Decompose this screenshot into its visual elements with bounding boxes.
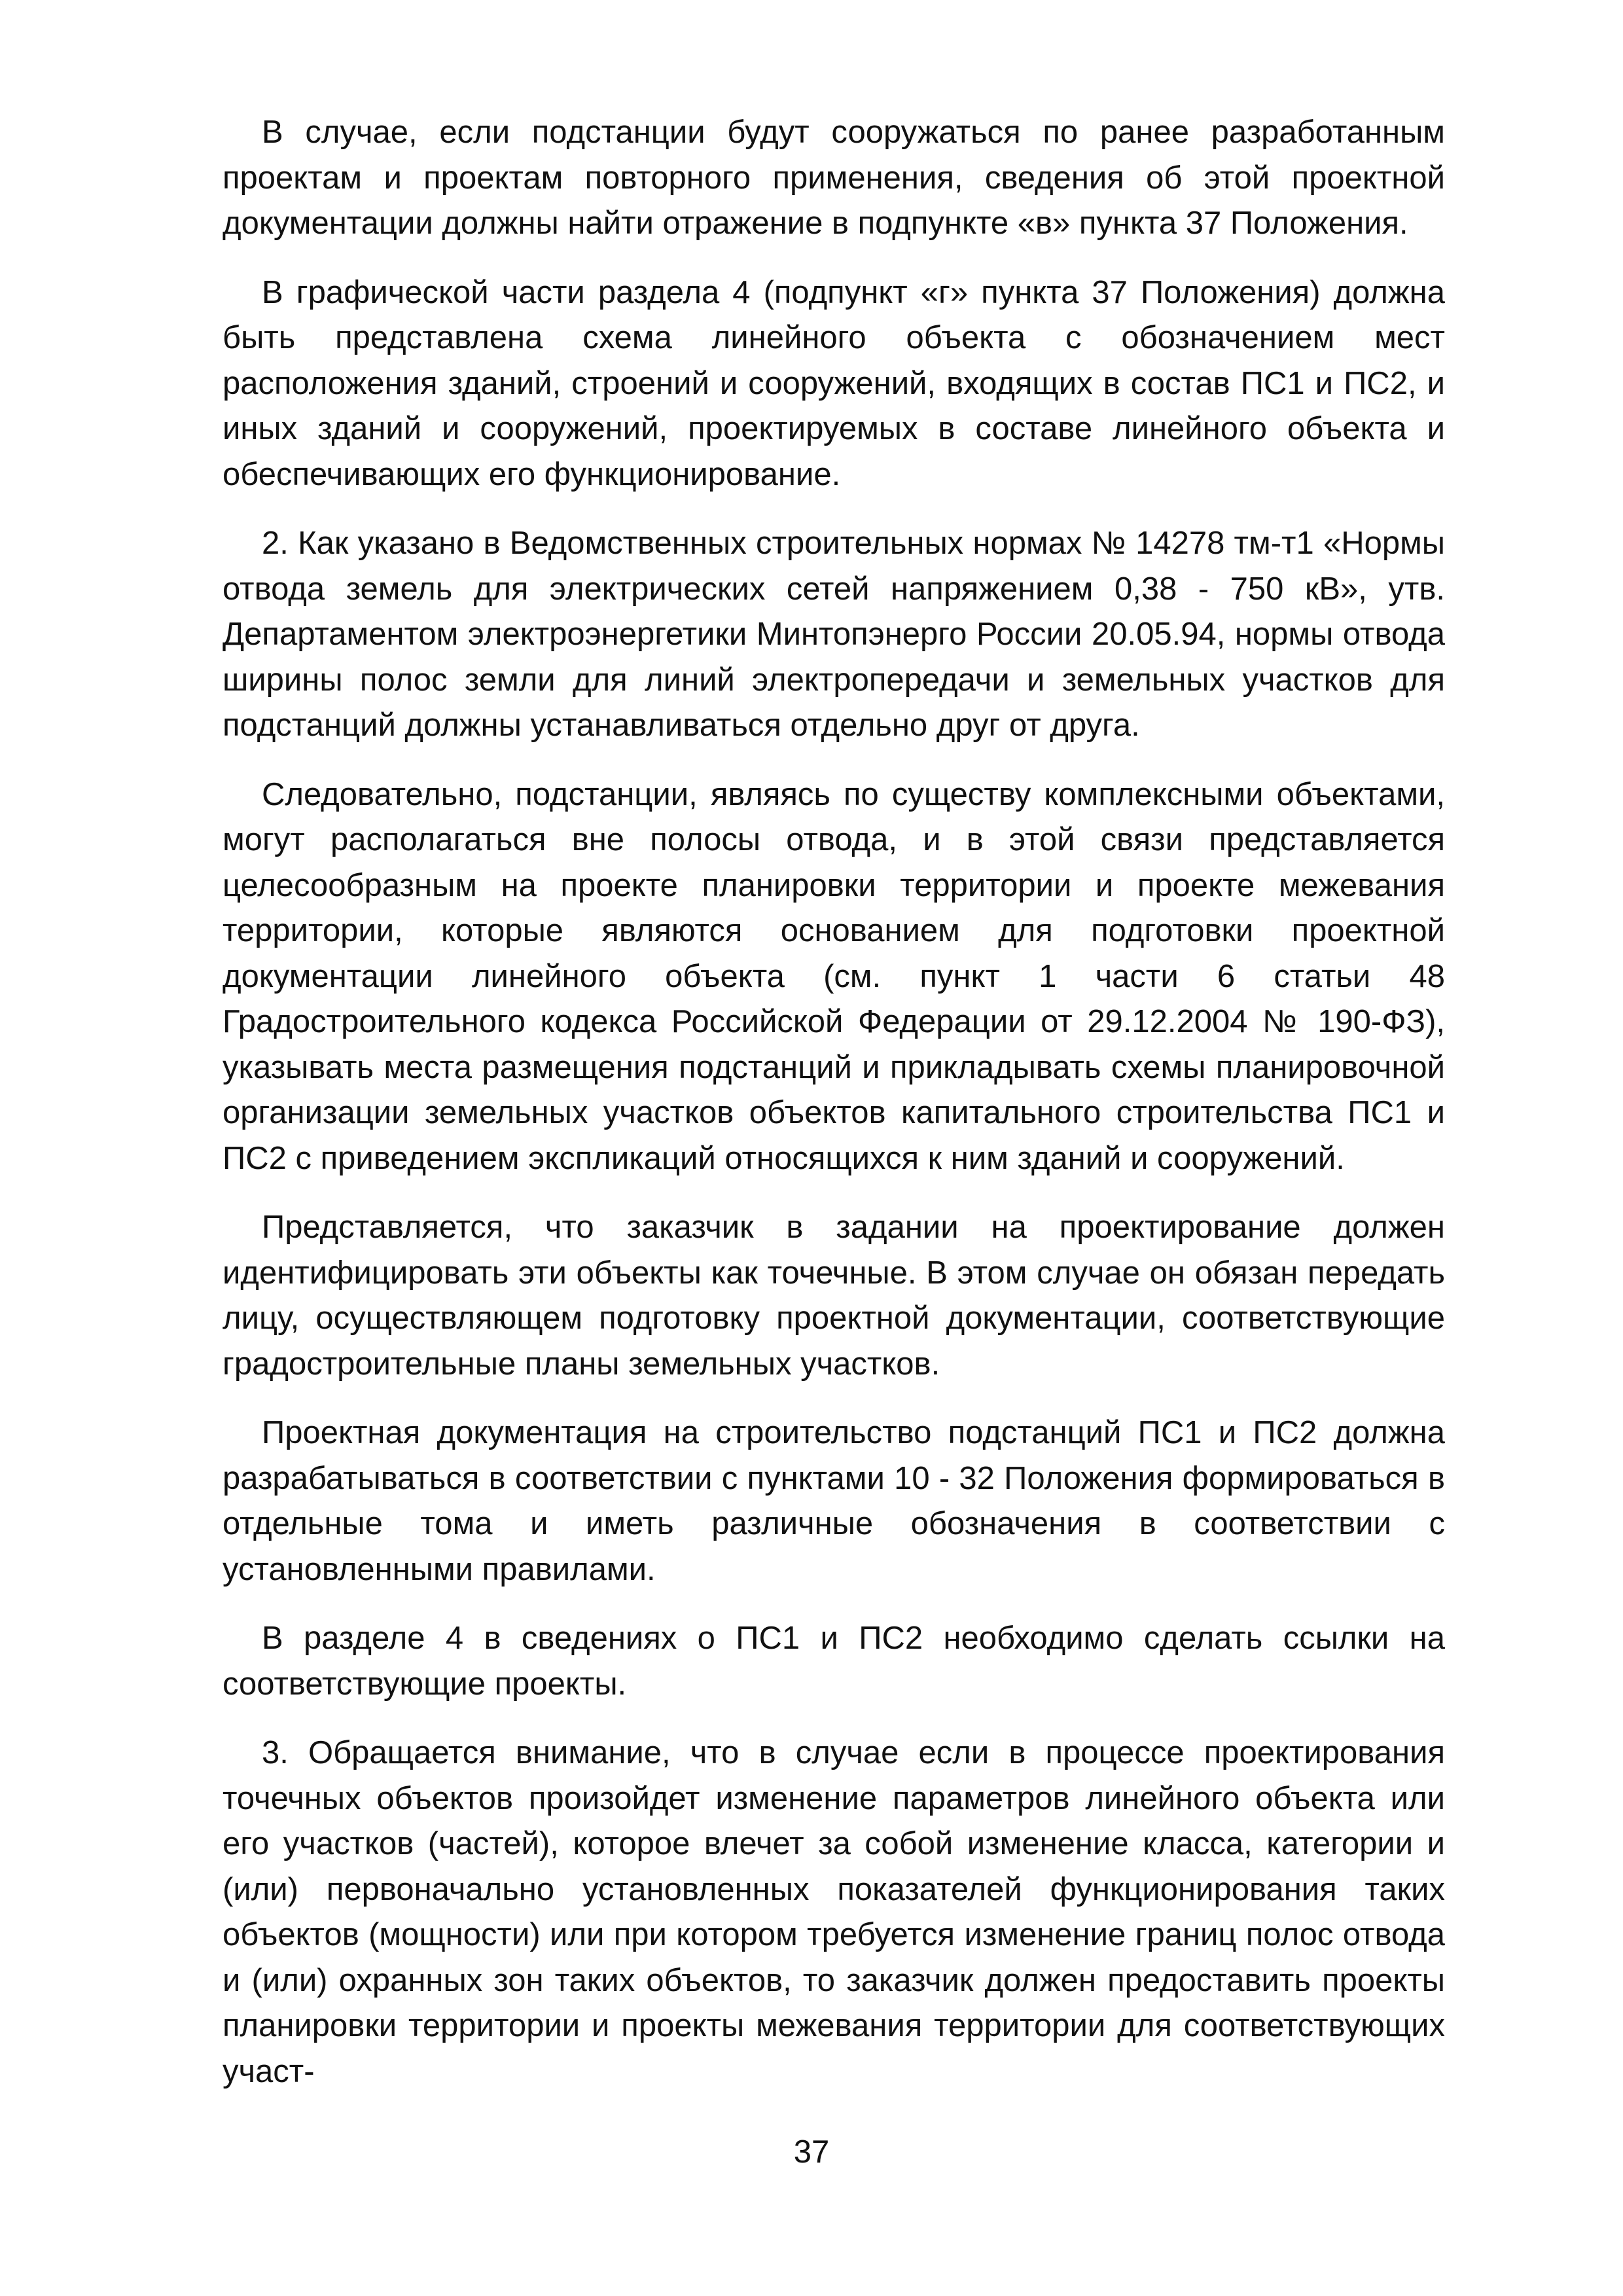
paragraph-2: В графической части раздела 4 (подпункт «г» пункта 37 Положения) должна быть представлена схема линейного объекта с обозначением мест расположения зданий, строений и сооружений, входящих в состав ПС1 и ПС2, и иных зданий и сооружений, проектируемых в составе линейного объекта и обеспечивающих его функционирование.: [223, 274, 1445, 492]
paragraph-7: В разделе 4 в сведениях о ПС1 и ПС2 необходимо сделать ссылки на соответствующие проекты.: [223, 1621, 1445, 1702]
paragraph-5: Представляется, что заказчик в задании на проектирование должен идентифицировать эти объекты как точечные. В этом случае он обязан передать лицу, осуществляющем подготовку проектной документации, соответствующие градостроительные планы земельных участков.: [223, 1210, 1445, 1382]
page-number: 37: [793, 2134, 830, 2170]
document-body: [223, 110, 1445, 2117]
paragraph-6: Проектная документация на строительство подстанций ПС1 и ПС2 должна разрабатываться в соответствии с пунктами 10 - 32 Положения формироваться в отдельные тома и иметь различные обозначения в соответствии с установленными правилами.: [223, 1415, 1445, 1587]
paragraph-4: Следовательно, подстанции, являясь по существу комплексными объектами, могут располагаться вне полосы отвода, и в этой связи представляется целесообразным на проекте планировки территории и проекте межевания территории, которые являются основанием для подготовки проектной документации линейного объекта (см. пункт 1 части 6 статьи 48 Градостроительного кодекса Российской Федерации от 29.12.2004 № 190-ФЗ), указывать места размещения подстанций и прикладывать схемы планировочной организации земельных участков объектов капитального строительства ПС1 и ПС2 с приведением экспликаций относящихся к ним зданий и сооружений.: [223, 776, 1445, 1176]
paragraph-3: 2. Как указано в Ведомственных строительных нормах № 14278 тм-т1 «Нормы отвода земель для электрических сетей напряжением 0,38 - 750 кВ», утв. Департаментом электроэнергетики Минтопэнерго России 20.05.94, нормы отвода ширины полос земли для линий электропередачи и земельных участков для подстанций должны устанавливаться отдельно друг от друга.: [223, 526, 1445, 743]
paragraph-1: В случае, если подстанции будут сооружаться по ранее разработанным проектам и проектам повторного применения, сведения об этой проектной документации должны найти отражение в подпункте «в» пункта 37 Положения.: [223, 115, 1445, 241]
paragraph-8: 3. Обращается внимание, что в случае если в процессе проектирования точечных объектов произойдет изменение параметров линейного объекта или его участков (частей), которое влечет за собой изменение класса, категории и (или) первоначально установленных показателей функционирования таких объектов (мощности) или при котором требуется изменение границ полос отвода и (или) охранных зон таких объектов, то заказчик должен предоставить проекты планировки территории и проекты межевания территории для соответствующих участ-: [223, 1735, 1445, 2089]
